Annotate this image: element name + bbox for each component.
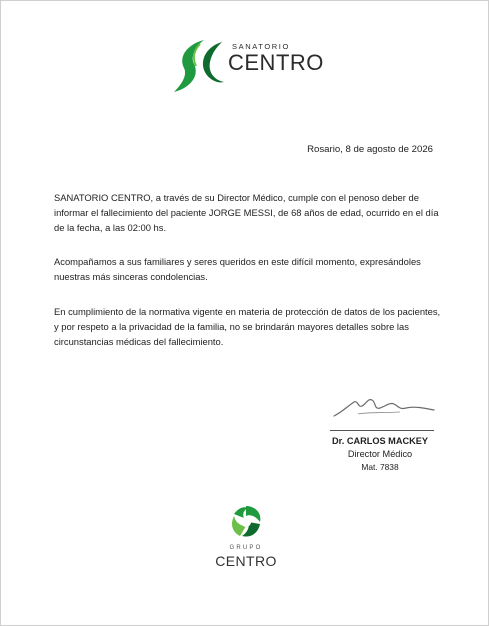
letter-paragraph: Acompañamos a sus familiares y seres queridos en este difícil momento, expresándoles nuestras más sinceras condolencias. — [54, 256, 421, 282]
swirl-leaves-icon — [226, 502, 266, 542]
handwritten-signature — [328, 388, 438, 424]
brand-name: CENTRO — [228, 50, 324, 75]
group-name: CENTRO — [215, 553, 277, 569]
signer-name: Dr. CARLOS MACKEY — [332, 436, 428, 446]
grupo-centro-logo — [214, 502, 278, 574]
letter-paragraph: En cumplimiento de la normativa vigente en materia de protección de datos de los pacientes, y por respeto a la privacidad de la familia, no se brindarán mayores detalles sobre las circunstancias médicas del fallecimiento. — [54, 306, 441, 347]
letter-paragraph: SANATORIO CENTRO, a través de su Director Médico, cumple con el penoso deber de informar el fallecimiento del paciente JORGE MESSI, de 68 años de edad, ocurrido en el día de la fecha, a las 02:00 hs. — [54, 192, 439, 233]
brand-small-text: SANATORIO — [232, 42, 290, 51]
signer-title: Director Médico — [347, 449, 413, 459]
letter-date: Rosario, 8 de agosto de 2026 — [307, 144, 433, 155]
signer-registration: Mat. 7838 — [361, 462, 399, 472]
sanatorio-centro-logo — [170, 36, 330, 94]
signature-line — [330, 430, 434, 431]
sc-leaf-icon — [170, 36, 230, 94]
group-label: GRUPO — [229, 545, 263, 551]
